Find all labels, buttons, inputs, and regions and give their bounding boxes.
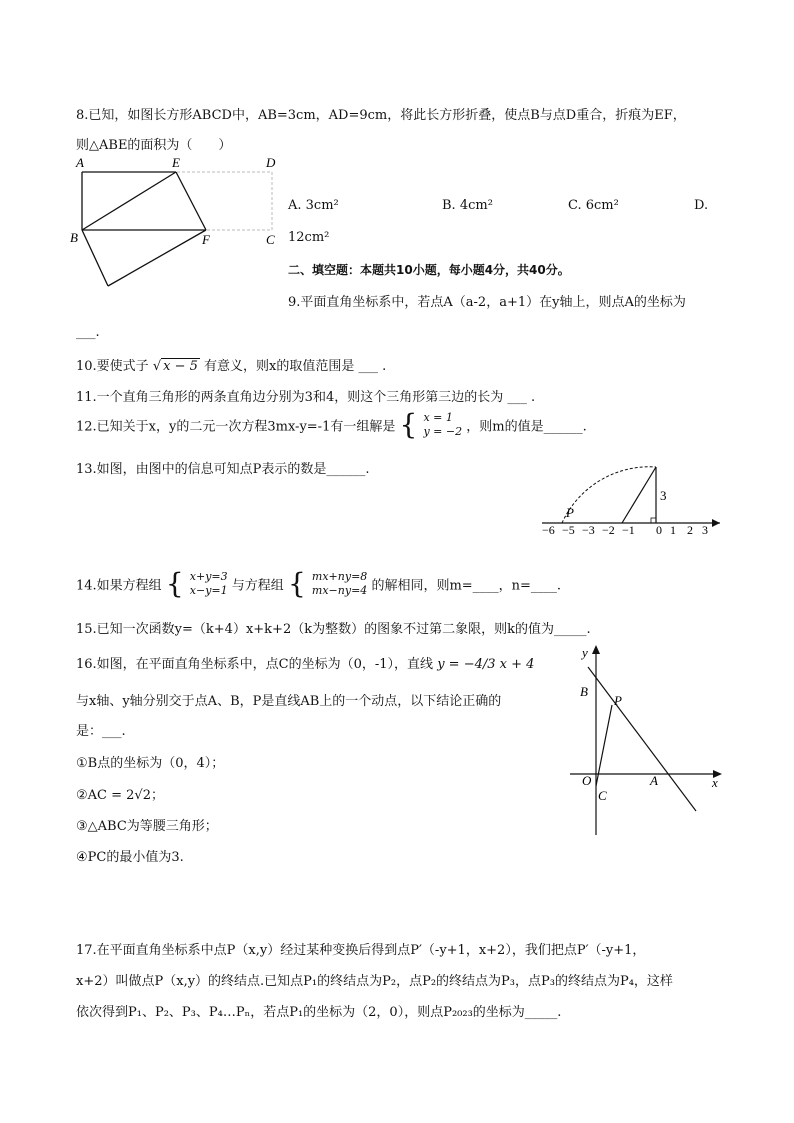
q14: 14.如果方程组 { x+y=3 x−y=1 与方程组 { mx+ny=8 mx−ny=4 的解相同，则m=____，n=____. <box>76 567 562 600</box>
label-B: B <box>70 230 78 245</box>
q17-line2: x+2）叫做点P（x,y）的终结点.已知点P₁的终结点为P₂，点P₂的终结点为P₃，点P₃的终结点为P₄，这样 <box>76 974 673 989</box>
q8-rectangle-figure <box>66 152 291 292</box>
sqrt-expression: √ x − 5 <box>152 359 198 374</box>
q11: 11.一个直角三角形的两条直角边分别为3和4，则这个三角形第三边的长为 ___ . <box>76 390 536 405</box>
option-b: B. 4cm² <box>442 198 493 213</box>
brace-icon: { <box>399 408 418 441</box>
tick-label: −6 <box>542 523 555 537</box>
q17-line1: 17.在平面直角坐标系中点P（x,y）经过某种变换后得到点P′（-y+1，x+2），我们把点P′（-y+1， <box>76 943 646 958</box>
option-d: D. <box>694 198 709 213</box>
q9-line1: 9.平面直角坐标系中，若点A（a-2，a+1）在y轴上，则点A的坐标为 <box>288 295 686 310</box>
point-c-label: C <box>598 788 607 803</box>
label-F: F <box>202 232 210 247</box>
q12-prefix: 12.已知关于x，y的二元一次方程3mx-y=-1有一组解是 <box>76 419 396 435</box>
line-formula: y = −4/3 x + 4 <box>437 657 535 672</box>
tick-label: 2 <box>687 523 693 537</box>
q16-claim-2: ②AC = 2√2； <box>76 788 164 803</box>
point-a-label: A <box>650 773 658 788</box>
origin-label: O <box>582 773 592 788</box>
q13-text: 13.如图，由图中的信息可知点P表示的数是______. <box>76 462 370 477</box>
tick-label: 1 <box>670 523 676 537</box>
q16-claim-1: ①B点的坐标为（0，4）； <box>76 756 225 771</box>
tick-label: −5 <box>562 523 575 537</box>
tick-label: 0 <box>656 523 662 537</box>
tick-label: −2 <box>602 523 615 537</box>
brace-icon: { <box>287 567 306 600</box>
tick-label: −3 <box>582 523 595 537</box>
q17-line3: 依次得到P₁、P₂、P₃、P₄…Pₙ，若点P₁的坐标为（2，0），则点P₂₀₂₃的坐标为_____. <box>76 1005 562 1020</box>
q10-suffix: 有意义，则x的取值范围是 ___ . <box>204 359 387 374</box>
axis-y-label: y <box>582 645 588 660</box>
option-c: C. 6cm² <box>568 198 619 213</box>
label-E: E <box>172 155 180 170</box>
q12-suffix: ，则m的值是______. <box>466 419 587 435</box>
q9-line2: ___. <box>76 325 100 340</box>
label-C: C <box>266 232 275 247</box>
q14-system-a: x+y=3 x−y=1 <box>189 570 228 597</box>
axis-x-label: x <box>712 775 718 790</box>
point-p-label: P <box>614 693 622 708</box>
q16-claim-3: ③△ABC为等腰三角形； <box>76 819 218 834</box>
q16-line1: 16.如图，在平面直角坐标系中，点C的坐标为（0，-1），直线 y = −4/3 x + 4 <box>76 657 535 672</box>
q10 <box>76 355 386 374</box>
label-D: D <box>266 155 276 170</box>
q12-system: x = 1 y = −2 <box>423 411 463 438</box>
q12 <box>76 408 587 441</box>
q10-prefix: 10.要使式子 <box>76 359 149 374</box>
section-heading: 二、填空题：本题共10小题，每小题4分，共40分。 <box>288 263 570 277</box>
point-p-label: P <box>566 505 574 520</box>
q16-line3: 是：___. <box>76 724 126 739</box>
tick-label: 3 <box>702 523 708 537</box>
q15: 15.已知一次函数y=（k+4）x+k+2（k为整数）的图象不过第二象限，则k的值为_____. <box>76 622 591 637</box>
number-line-figure <box>534 455 724 545</box>
point-b-label: B <box>580 684 588 699</box>
tick-label: −1 <box>622 523 635 537</box>
height-label: 3 <box>660 488 667 503</box>
q16-claim-4: ④PC的最小值为3. <box>76 850 184 865</box>
q14-system-b: mx+ny=8 mx−ny=4 <box>311 570 368 597</box>
label-A: A <box>76 155 84 170</box>
q8-line1: 8.已知，如图长方形ABCD中，AB=3cm，AD=9cm，将此长方形折叠，使点B与点D重合，折痕为EF， <box>76 108 686 123</box>
option-d-value: 12cm² <box>288 230 330 245</box>
coordinate-figure <box>566 643 726 838</box>
option-a: A. 3cm² <box>288 198 339 213</box>
q16-line2: 与x轴、y轴分别交于点A、B，P是直线AB上的一个动点，以下结论正确的 <box>76 694 502 709</box>
brace-icon: { <box>165 567 184 600</box>
q8-line2: 则△ABE的面积为（ ） <box>76 138 232 153</box>
